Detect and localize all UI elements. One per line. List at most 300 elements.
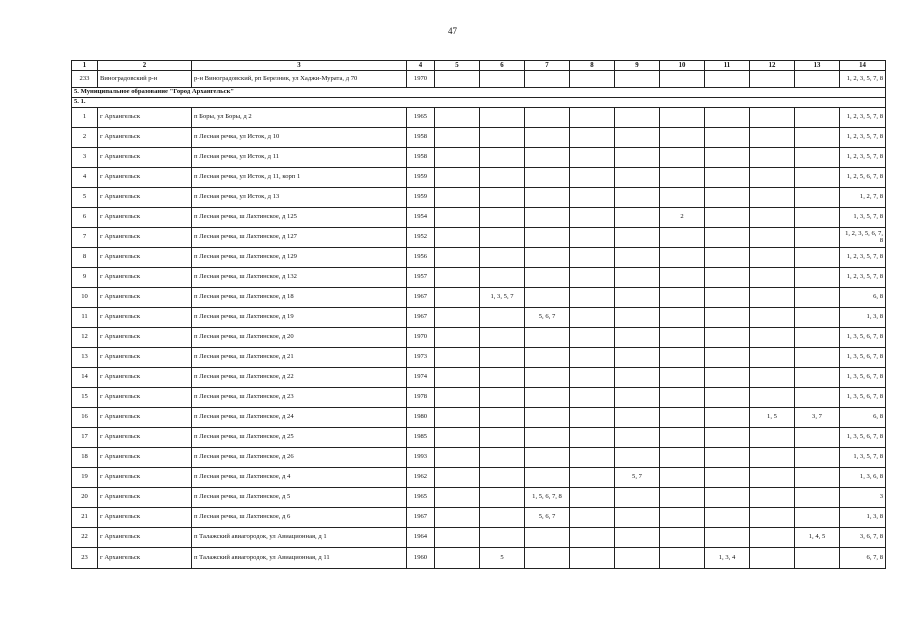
cell-col-11 [705,428,750,448]
cell-col-8 [570,228,615,248]
table-row [72,188,886,208]
cell-address: п Лесная речка, ш Лахтинское, д 26 [192,448,407,468]
cell-col-11 [705,388,750,408]
cell-settlement: г Архангельск [98,368,192,388]
cell-col-7 [525,168,570,188]
cell-col-10 [660,348,705,368]
cell-year: 1967 [407,288,435,308]
cell-col-11 [705,348,750,368]
cell-address: п Лесная речка, ш Лахтинское, д 22 [192,368,407,388]
cell-address: п Лесная речка, ш Лахтинское, д 21 [192,348,407,368]
cell-col-7 [525,428,570,448]
cell-col-10 [660,488,705,508]
cell-col-13 [795,248,840,268]
cell-year: 1964 [407,528,435,548]
cell-year: 1958 [407,148,435,168]
cell-col-5 [435,268,480,288]
table-row [72,508,886,528]
cell-col-12 [750,388,795,408]
column-header-14: 14 [840,61,886,71]
cell-col-14: 1, 3, 5, 6, 7, 8 [840,348,886,368]
table-row [72,408,886,428]
table-row [72,388,886,408]
cell-col-6 [480,528,525,548]
column-header-row [72,61,886,71]
cell-col-12 [750,71,795,88]
cell-col-14: 1, 3, 5, 7, 8 [840,448,886,468]
cell-number: 233 [72,71,98,88]
cell-col-6 [480,448,525,468]
cell-col-10 [660,288,705,308]
cell-year: 1956 [407,248,435,268]
cell-col-9 [615,248,660,268]
table-row [72,448,886,468]
cell-col-6 [480,148,525,168]
cell-address: п Лесная речка, ш Лахтинское, д 19 [192,308,407,328]
cell-number: 14 [72,368,98,388]
cell-col-13 [795,288,840,308]
column-header-3: 3 [192,61,407,71]
cell-col-13 [795,428,840,448]
cell-address: п Лесная речка, ш Лахтинское, д 20 [192,328,407,348]
cell-col-10 [660,268,705,288]
cell-year: 1965 [407,488,435,508]
cell-settlement: г Архангельск [98,428,192,448]
cell-col-11 [705,208,750,228]
cell-settlement: Виноградовский р-н [98,71,192,88]
cell-col-8 [570,128,615,148]
cell-col-8 [570,388,615,408]
cell-col-10 [660,188,705,208]
cell-col-14: 1, 2, 3, 5, 6, 7, 8 [840,228,886,248]
cell-col-12 [750,508,795,528]
cell-number: 1 [72,108,98,128]
cell-number: 5 [72,188,98,208]
cell-number: 10 [72,288,98,308]
cell-col-12: 1, 5 [750,408,795,428]
cell-year: 1978 [407,388,435,408]
cell-col-6 [480,428,525,448]
cell-col-6 [480,328,525,348]
cell-col-8 [570,508,615,528]
cell-number: 7 [72,228,98,248]
cell-address: п Лесная речка, ш Лахтинское, д 24 [192,408,407,428]
cell-col-5 [435,428,480,448]
table-row [72,368,886,388]
cell-col-11 [705,328,750,348]
cell-col-8 [570,528,615,548]
cell-col-9 [615,268,660,288]
cell-address: п Лесная речка, ш Лахтинское, д 4 [192,468,407,488]
cell-col-11 [705,268,750,288]
cell-number: 11 [72,308,98,328]
cell-col-12 [750,228,795,248]
cell-col-5 [435,308,480,328]
cell-col-6 [480,108,525,128]
cell-col-11 [705,508,750,528]
cell-col-11 [705,148,750,168]
cell-col-10 [660,508,705,528]
column-header-2: 2 [98,61,192,71]
cell-col-6 [480,248,525,268]
cell-col-9 [615,548,660,569]
cell-col-9 [615,408,660,428]
cell-col-10 [660,128,705,148]
cell-year: 1980 [407,408,435,428]
cell-col-6 [480,168,525,188]
cell-col-6 [480,368,525,388]
cell-col-12 [750,108,795,128]
cell-col-6 [480,348,525,368]
cell-col-5 [435,108,480,128]
cell-year: 1959 [407,188,435,208]
cell-col-11 [705,448,750,468]
cell-col-6 [480,128,525,148]
column-header-7: 7 [525,61,570,71]
cell-col-11 [705,228,750,248]
cell-col-5 [435,528,480,548]
cell-col-14: 1, 3, 5, 6, 7, 8 [840,328,886,348]
cell-col-11 [705,308,750,328]
cell-col-7 [525,248,570,268]
cell-settlement: г Архангельск [98,248,192,268]
cell-settlement: г Архангельск [98,288,192,308]
cell-col-11 [705,128,750,148]
cell-col-5 [435,488,480,508]
cell-col-5 [435,188,480,208]
cell-col-5 [435,348,480,368]
cell-col-13 [795,128,840,148]
cell-address: п Лесная речка, ш Лахтинское, д 6 [192,508,407,528]
cell-settlement: г Архангельск [98,348,192,368]
cell-col-7 [525,71,570,88]
cell-col-8 [570,108,615,128]
cell-col-11 [705,248,750,268]
cell-number: 3 [72,148,98,168]
cell-col-9 [615,388,660,408]
cell-col-11 [705,71,750,88]
page-number: 47 [448,26,457,36]
cell-col-13 [795,548,840,569]
table-row [72,71,886,88]
cell-settlement: г Архангельск [98,228,192,248]
cell-col-9 [615,328,660,348]
cell-number: 20 [72,488,98,508]
table-row [72,548,886,569]
cell-col-12 [750,548,795,569]
cell-col-5 [435,148,480,168]
cell-col-12 [750,328,795,348]
cell-year: 1973 [407,348,435,368]
table-row [72,128,886,148]
cell-year: 1985 [407,428,435,448]
cell-address: п Лесная речка, ш Лахтинское, д 18 [192,288,407,308]
cell-col-9 [615,308,660,328]
cell-col-11 [705,468,750,488]
cell-number: 13 [72,348,98,368]
cell-address: п Лесная речка, ш Лахтинское, д 25 [192,428,407,448]
table-row [72,248,886,268]
cell-col-11 [705,528,750,548]
table-row [72,428,886,448]
cell-col-6 [480,71,525,88]
cell-settlement: г Архангельск [98,108,192,128]
cell-address: п Лесная речка, ул Исток, д 11, корп 1 [192,168,407,188]
table-row [72,328,886,348]
cell-year: 1967 [407,308,435,328]
cell-settlement: г Архангельск [98,548,192,569]
cell-col-6 [480,388,525,408]
cell-col-6: 5 [480,548,525,569]
cell-col-14: 1, 3, 5, 7, 8 [840,208,886,228]
cell-number: 9 [72,268,98,288]
cell-col-7: 5, 6, 7 [525,308,570,328]
cell-col-13 [795,168,840,188]
cell-number: 12 [72,328,98,348]
cell-col-14: 1, 2, 3, 5, 7, 8 [840,128,886,148]
cell-col-5 [435,368,480,388]
cell-number: 23 [72,548,98,569]
cell-year: 1965 [407,108,435,128]
table-row [72,288,886,308]
cell-col-9 [615,208,660,228]
cell-col-10 [660,548,705,569]
cell-col-12 [750,288,795,308]
cell-col-11 [705,188,750,208]
cell-col-7 [525,228,570,248]
cell-year: 1957 [407,268,435,288]
cell-col-10 [660,528,705,548]
cell-col-7 [525,268,570,288]
cell-col-10: 2 [660,208,705,228]
subsection-heading: 5. 1. [72,98,886,108]
cell-number: 19 [72,468,98,488]
cell-col-11 [705,368,750,388]
cell-col-14: 1, 2, 3, 5, 7, 8 [840,71,886,88]
cell-col-14: 1, 3, 5, 6, 7, 8 [840,368,886,388]
cell-col-12 [750,348,795,368]
cell-col-13 [795,448,840,468]
cell-col-14: 1, 3, 5, 6, 7, 8 [840,388,886,408]
cell-year: 1970 [407,71,435,88]
cell-col-8 [570,288,615,308]
cell-settlement: г Архангельск [98,128,192,148]
cell-col-6 [480,468,525,488]
cell-number: 18 [72,448,98,468]
cell-settlement: г Архангельск [98,328,192,348]
cell-col-13 [795,508,840,528]
table-row [72,208,886,228]
cell-col-7 [525,288,570,308]
cell-col-14: 1, 2, 3, 5, 7, 8 [840,108,886,128]
cell-col-8 [570,208,615,228]
cell-col-9 [615,348,660,368]
cell-col-7 [525,468,570,488]
cell-year: 1967 [407,508,435,528]
cell-col-13 [795,71,840,88]
cell-col-12 [750,208,795,228]
cell-col-8 [570,428,615,448]
cell-col-5 [435,248,480,268]
cell-col-8 [570,248,615,268]
cell-col-5 [435,168,480,188]
cell-col-7 [525,348,570,368]
cell-col-8 [570,168,615,188]
cell-year: 1959 [407,168,435,188]
cell-number: 22 [72,528,98,548]
cell-col-10 [660,168,705,188]
cell-address: п Лесная речка, ш Лахтинское, д 132 [192,268,407,288]
table-row [72,228,886,248]
cell-col-6 [480,308,525,328]
cell-col-7 [525,448,570,468]
cell-number: 8 [72,248,98,268]
table-row [72,108,886,128]
cell-col-10 [660,248,705,268]
cell-col-6 [480,188,525,208]
cell-col-9 [615,128,660,148]
cell-col-13 [795,208,840,228]
cell-settlement: г Архангельск [98,188,192,208]
cell-col-9 [615,188,660,208]
cell-col-12 [750,148,795,168]
column-header-6: 6 [480,61,525,71]
cell-col-7 [525,388,570,408]
cell-col-5 [435,388,480,408]
cell-settlement: г Архангельск [98,268,192,288]
cell-col-5 [435,468,480,488]
cell-col-7: 5, 6, 7 [525,508,570,528]
column-header-10: 10 [660,61,705,71]
cell-col-7 [525,328,570,348]
cell-col-6 [480,268,525,288]
cell-col-12 [750,308,795,328]
cell-col-14: 3, 6, 7, 8 [840,528,886,548]
register-table [71,60,886,569]
cell-col-8 [570,468,615,488]
cell-year: 1962 [407,468,435,488]
table-row [72,468,886,488]
cell-number: 6 [72,208,98,228]
cell-address: п Лесная речка, ул Исток, д 11 [192,148,407,168]
cell-col-13 [795,228,840,248]
cell-col-12 [750,188,795,208]
cell-number: 16 [72,408,98,428]
cell-col-10 [660,388,705,408]
cell-col-5 [435,228,480,248]
cell-col-6 [480,208,525,228]
table-row [72,348,886,368]
cell-col-5 [435,408,480,428]
cell-col-9 [615,148,660,168]
cell-col-8 [570,148,615,168]
subsection-heading-row [72,98,886,108]
cell-col-6 [480,228,525,248]
cell-col-13 [795,148,840,168]
cell-address: р-н Виноградовский, рп Березник, ул Хаджи-Мурата, д 70 [192,71,407,88]
cell-settlement: г Архангельск [98,508,192,528]
cell-address: п Лесная речка, ш Лахтинское, д 23 [192,388,407,408]
cell-col-8 [570,408,615,428]
cell-col-14: 1, 2, 7, 8 [840,188,886,208]
cell-col-7 [525,188,570,208]
cell-col-13: 1, 4, 5 [795,528,840,548]
cell-col-11 [705,168,750,188]
cell-col-13 [795,468,840,488]
cell-col-8 [570,188,615,208]
table-row [72,268,886,288]
cell-settlement: г Архангельск [98,308,192,328]
cell-col-10 [660,368,705,388]
cell-col-10 [660,428,705,448]
cell-col-12 [750,468,795,488]
cell-col-10 [660,71,705,88]
table-row [72,148,886,168]
cell-col-12 [750,448,795,468]
cell-col-9 [615,288,660,308]
cell-settlement: г Архангельск [98,528,192,548]
cell-col-5 [435,328,480,348]
cell-col-8 [570,368,615,388]
cell-col-10 [660,108,705,128]
column-header-13: 13 [795,61,840,71]
cell-col-12 [750,528,795,548]
cell-address: п Лесная речка, ш Лахтинское, д 5 [192,488,407,508]
cell-col-8 [570,71,615,88]
cell-col-5 [435,128,480,148]
cell-col-13 [795,108,840,128]
table-body [72,71,886,569]
cell-col-5 [435,208,480,228]
cell-col-5 [435,288,480,308]
cell-col-13 [795,488,840,508]
cell-col-5 [435,448,480,468]
cell-address: п Лесная речка, ул Исток, д 10 [192,128,407,148]
cell-year: 1993 [407,448,435,468]
cell-col-11: 1, 3, 4 [705,548,750,569]
cell-settlement: г Архангельск [98,488,192,508]
cell-col-11 [705,488,750,508]
table-row [72,488,886,508]
cell-settlement: г Архангельск [98,168,192,188]
cell-settlement: г Архангельск [98,468,192,488]
cell-address: п Боры, ул Боры, д 2 [192,108,407,128]
cell-col-14: 1, 3, 8 [840,508,886,528]
cell-col-7 [525,548,570,569]
cell-col-11 [705,288,750,308]
cell-col-5 [435,71,480,88]
cell-col-5 [435,548,480,569]
cell-number: 15 [72,388,98,408]
cell-col-7 [525,208,570,228]
cell-col-14: 1, 2, 3, 5, 7, 8 [840,148,886,168]
cell-col-9 [615,71,660,88]
cell-col-12 [750,488,795,508]
cell-year: 1974 [407,368,435,388]
column-header-5: 5 [435,61,480,71]
cell-col-7 [525,148,570,168]
cell-col-14: 6, 8 [840,408,886,428]
cell-col-14: 1, 3, 8 [840,308,886,328]
cell-col-12 [750,368,795,388]
cell-col-14: 1, 3, 6, 8 [840,468,886,488]
cell-settlement: г Архангельск [98,208,192,228]
cell-col-6 [480,488,525,508]
cell-address: п Талажский авиагородок, ул Авиационная, д 11 [192,548,407,569]
cell-col-14: 1, 3, 5, 6, 7, 8 [840,428,886,448]
column-header-11: 11 [705,61,750,71]
cell-col-12 [750,248,795,268]
